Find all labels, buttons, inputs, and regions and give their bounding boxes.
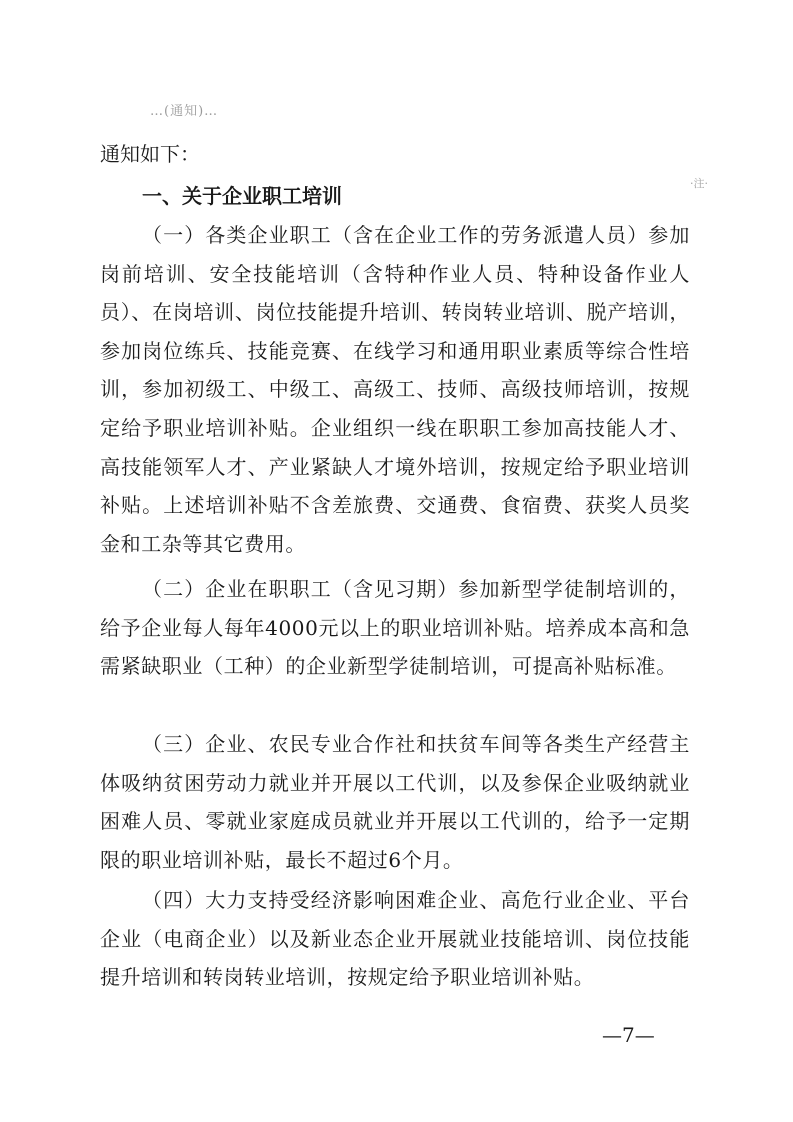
section-heading: 一、关于企业职工培训 — [142, 184, 342, 208]
margin-mark: ·注· — [690, 177, 708, 190]
lead-text: 通知如下： — [100, 142, 200, 166]
paragraph-4: （四）大力支持受经济影响困难企业、高危行业企业、平台企业（电商企业）以及新业态企业开展就业技能培训、岗位技能提升培训和转岗转业培训，按规定给予职业培训补贴。 — [100, 888, 690, 990]
paragraph-1: （一）各类企业职工（含在企业工作的劳务派遣人员）参加岗前培训、安全技能培训（含特种作业人员、特种设备作业人员）、在岗培训、岗位技能提升培训、转岗转业培训、脱产培训，参加岗位练兵、技能竞赛、在线学习和通用职业素质等综合性培训，参加初级工、中级工、高级工、技师、高级技师培训，按规定给予职业培训补贴。企业组织一线在职职工参加高技能人才、高技能领军人才、产业紧缺人才境外培训，按规定给予职业培训补贴。上述培训补贴不含差旅费、交通费、食宿费、获奖人员奖金和工杂等其它费用。 — [100, 223, 690, 556]
page-number: —7— — [602, 1023, 655, 1047]
paragraph-3: （三）企业、农民专业合作社和扶贫车间等各类生产经营主体吸纳贫困劳动力就业并开展以工代训，以及参保企业吸纳就业困难人员、零就业家庭成员就业并开展以工代训的，给予一定期限的职业培训补贴，最长不超过6个月。 — [100, 732, 690, 872]
paragraph-2: （二）企业在职职工（含见习期）参加新型学徒制培训的，给予企业每人每年4000元以上的职业培训补贴。培养成本高和急需紧缺职业（工种）的企业新型学徒制培训，可提高补贴标准。 — [100, 577, 690, 679]
faded-header-text: …(通知)… — [150, 104, 219, 119]
